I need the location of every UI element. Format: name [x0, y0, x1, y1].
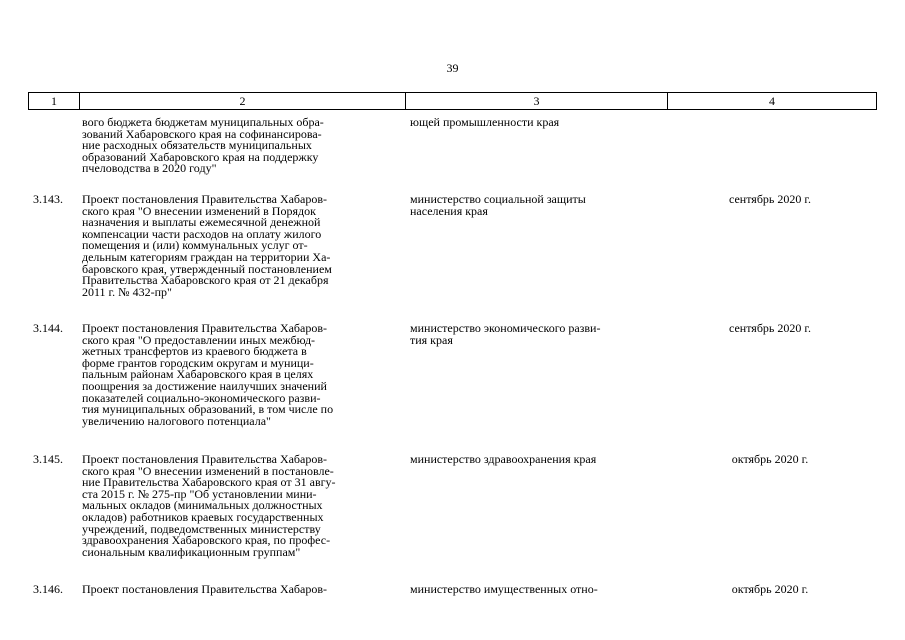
column-header-3: 3: [405, 93, 667, 109]
row-deadline: октябрь 2020 г.: [731, 582, 809, 596]
column-header-2: 2: [79, 93, 405, 109]
row-deadline: сентябрь 2020 г.: [729, 192, 811, 206]
page-number: 39: [446, 61, 459, 75]
row-responsible: министерство экономического разви- тия края: [410, 321, 601, 347]
row-number: 3.143.: [33, 192, 63, 206]
row-text: Проект постановления Правительства Хабаров- ского края "О внесении изменений в постановле- ние Правительства Хабаровского края от 31 авгу- ста 2015 г. № 275-пр "Об установлении мини- мальных окладов (минимальных должностных окладов) работников краевых государственных учреждений, подведомственных министерству здравоохранения Хабаровского края, по профес- сиональным квалификационным группам": [82, 452, 336, 559]
row-text: Проект постановления Правительства Хабаров- ского края "О предоставлении иных межбюд- жетных трансфертов из краевого бюджета в форме грантов городским округам и муници- пальным районам Хабаровского края в целях поощрения за достижение наилучших значений показателей социально-экономического разви- тия муниципальных образований, в том числе по увеличению налогового потенциала": [82, 321, 334, 428]
column-header-4: 4: [667, 93, 876, 109]
row-number: 3.144.: [33, 321, 63, 335]
row-text: Проект постановления Правительства Хабаров-: [82, 582, 328, 596]
row-number: 3.146.: [33, 582, 63, 596]
row-text: Проект постановления Правительства Хабаров- ского края "О внесении изменений в Порядок назначения и выплаты ежемесячной денежной компенсации части расходов на оплату жилого помещения и (или) коммунальных услуг от- дельным категориям граждан на территории Ха- баровского края, утвержденный постановлением Правительства Хабаровского края от 21 декабря 2011 г. № 432-пр": [82, 192, 332, 299]
row-deadline: октябрь 2020 г.: [731, 452, 809, 466]
column-header-1: 1: [51, 94, 57, 108]
row-number: 3.145.: [33, 452, 63, 466]
row-responsible: министерство имущественных отно-: [410, 582, 598, 596]
continued-row-text: вого бюджета бюджетам муниципальных обра- зований Хабаровского края на софинансирова- ние расходных обязательств муниципальных образований Хабаровского края на поддержку пчеловодства в 2020 году": [82, 115, 324, 176]
row-responsible: министерство здравоохранения края: [410, 452, 597, 466]
table-header-row: [28, 92, 877, 110]
continued-row-responsible: ющей промышленности края: [410, 115, 560, 129]
row-responsible: министерство социальной защиты населения края: [410, 192, 586, 218]
row-deadline: сентябрь 2020 г.: [729, 321, 811, 335]
